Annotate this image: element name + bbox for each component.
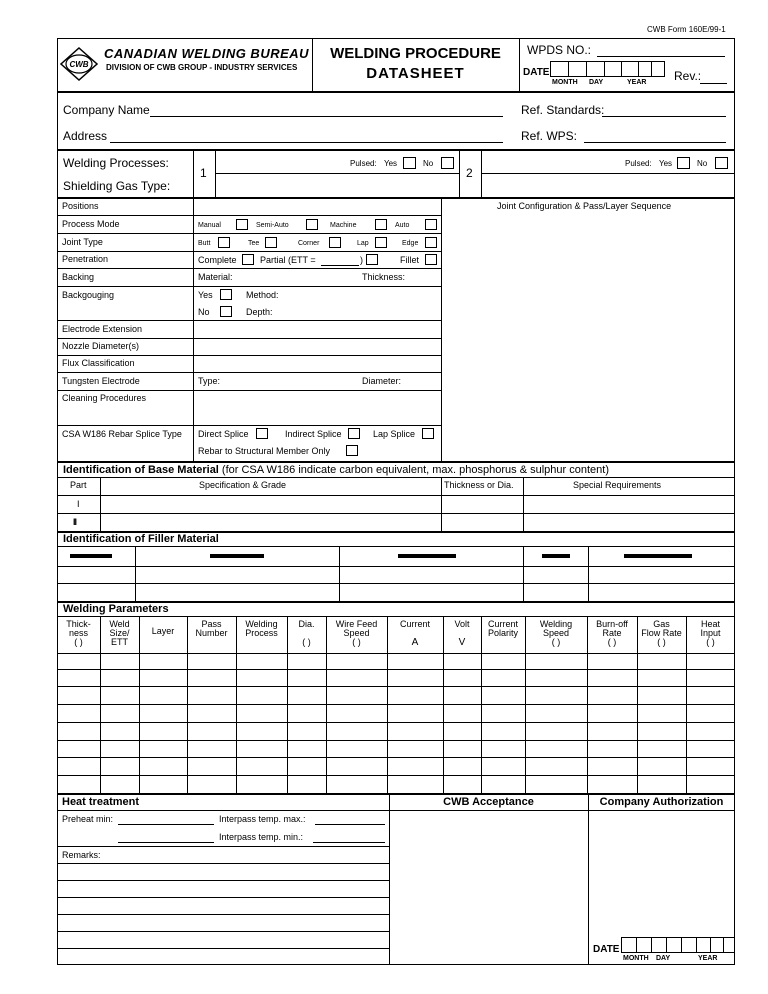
joint-configuration-label: Joint Configuration & Pass/Layer Sequence <box>497 201 672 211</box>
complete-checkbox[interactable] <box>242 254 254 265</box>
rev-label: Rev.: <box>674 69 702 83</box>
company-name-field[interactable] <box>150 116 503 117</box>
process-number-1: 1 <box>200 166 207 180</box>
tungsten-type-label: Type: <box>198 376 221 386</box>
base-material-title: Identification of Base Material (for CSA W186 indicate carbon equivalent, max. phosphorus & sulphur content) <box>63 464 609 476</box>
semi-auto-option: Semi-Auto <box>256 222 289 229</box>
wpds-no-label: WPDS NO.: <box>527 43 592 57</box>
footer-day-label: DAY <box>656 955 671 962</box>
wp-col-11-l1: Welding <box>539 619 573 629</box>
backing-material-label: Material: <box>198 272 233 282</box>
address-field[interactable] <box>110 142 503 143</box>
wp-col-7-l3: ( ) <box>352 637 361 647</box>
header-day-label: DAY <box>589 79 604 86</box>
semi-auto-checkbox[interactable] <box>306 219 318 230</box>
filler-header-bar-3 <box>398 554 456 558</box>
pulsed-no-2-checkbox[interactable] <box>715 157 728 169</box>
footer-date-label: DATE <box>593 944 620 955</box>
pulsed-yes-1: Yes <box>384 159 398 168</box>
wp-col-6-l3: ( ) <box>302 637 311 647</box>
partial-checkbox[interactable] <box>366 254 378 265</box>
preheat-min-field[interactable] <box>118 824 214 825</box>
wpds-no-field[interactable] <box>597 56 725 57</box>
manual-checkbox[interactable] <box>236 219 248 230</box>
base-col-part: Part <box>70 480 87 490</box>
cwb-acceptance-title: CWB Acceptance <box>443 796 534 808</box>
interpass-max-label: Interpass temp. max.: <box>219 814 306 824</box>
wp-col-11-l3: ( ) <box>551 637 561 647</box>
backgouging-no: No <box>198 307 210 317</box>
wp-col-8-l1: Current <box>399 619 430 629</box>
machine-checkbox[interactable] <box>375 219 387 230</box>
company-authorization-area[interactable] <box>589 811 734 936</box>
wp-col-8-l3: A <box>411 637 419 648</box>
form-title-line1: WELDING PROCEDURE <box>330 45 501 62</box>
indirect-splice-option: Indirect Splice <box>285 429 342 439</box>
form-title-line2: DATASHEET <box>366 65 465 82</box>
auto-option: Auto <box>395 222 410 229</box>
wp-col-7-l1: Wire Feed <box>335 619 378 629</box>
complete-option: Complete <box>198 255 237 265</box>
machine-option: Machine <box>330 222 357 229</box>
company-authorization-title: Company Authorization <box>599 796 724 808</box>
cleaning-procedures-label: Cleaning Procedures <box>62 393 147 403</box>
lap-splice-option: Lap Splice <box>373 429 416 439</box>
manual-option: Manual <box>198 222 221 229</box>
welding-parameters-title: Welding Parameters <box>63 603 169 615</box>
org-name: CANADIAN WELDING BUREAU <box>104 46 310 61</box>
wp-col-12-l3: ( ) <box>607 637 617 647</box>
address-label: Address <box>63 129 108 143</box>
flux-classification-label: Flux Classification <box>62 358 135 368</box>
wp-col-10-l2: Polarity <box>487 628 518 638</box>
filler-header-bar-4 <box>542 554 570 558</box>
lap-splice-checkbox[interactable] <box>422 428 434 439</box>
csa-rebar-splice-label: CSA W186 Rebar Splice Type <box>62 429 182 439</box>
positions-label: Positions <box>62 201 99 211</box>
org-subtitle: DIVISION OF CWB GROUP - INDUSTRY SERVICES <box>106 63 298 72</box>
wp-col-13-l1: Gas <box>653 619 670 629</box>
backgouging-method-label: Method: <box>246 290 279 300</box>
backing-thickness-label: Thickness: <box>362 272 406 282</box>
partial-option: Partial (ETT = <box>260 255 316 265</box>
indirect-splice-checkbox[interactable] <box>348 428 360 439</box>
wp-col-5-l1: Welding <box>245 619 278 629</box>
auto-checkbox[interactable] <box>425 219 437 230</box>
tee-option: Tee <box>248 240 260 247</box>
wp-col-12-l2: Rate <box>602 628 622 638</box>
cwb-acceptance-area[interactable] <box>390 811 587 964</box>
electrode-extension-label: Electrode Extension <box>62 324 143 334</box>
footer-year-label: YEAR <box>698 955 718 962</box>
backgouging-yes: Yes <box>198 290 213 300</box>
wp-col-9-l3: V <box>458 637 466 648</box>
footer-month-label: MONTH <box>623 955 649 962</box>
rebar-structural-checkbox[interactable] <box>346 445 358 456</box>
edge-option: Edge <box>402 240 419 247</box>
edge-checkbox[interactable] <box>425 237 437 248</box>
direct-splice-checkbox[interactable] <box>256 428 268 439</box>
pulsed-label-2: Pulsed: <box>625 159 652 168</box>
backing-label: Backing <box>62 272 95 282</box>
wp-col-4-l1: Pass <box>201 619 222 629</box>
process-number-2: 2 <box>466 166 473 180</box>
backgouging-no-checkbox[interactable] <box>220 306 232 317</box>
base-part-ii: II <box>73 517 77 527</box>
wp-col-1-l3: ( ) <box>74 637 83 647</box>
ref-standards-label: Ref. Standards: <box>521 103 605 117</box>
preheat-min-label: Preheat min: <box>62 814 114 824</box>
fillet-option: Fillet <box>400 255 420 265</box>
ref-standards-field[interactable] <box>602 116 726 117</box>
tee-checkbox[interactable] <box>265 237 277 248</box>
wp-col-7-l2: Speed <box>343 628 370 638</box>
base-col-special: Special Requirements <box>573 480 662 490</box>
wp-col-14-l1: Heat <box>700 619 720 629</box>
wp-col-2-l3: ETT <box>111 637 128 647</box>
preheat-extra-field[interactable] <box>118 842 214 843</box>
interpass-min-label: Interpass temp. min.: <box>219 832 304 842</box>
direct-splice-option: Direct Splice <box>198 429 249 439</box>
pulsed-label-1: Pulsed: <box>350 159 377 168</box>
backgouging-yes-checkbox[interactable] <box>220 289 232 300</box>
rev-field[interactable] <box>700 83 727 84</box>
ref-wps-field[interactable] <box>584 142 726 143</box>
base-col-thickness: Thickness or Dia. <box>444 480 514 490</box>
tungsten-diameter-label: Diameter: <box>362 376 402 386</box>
backgouging-depth-label: Depth: <box>246 307 273 317</box>
svg-text:CWB: CWB <box>69 60 89 69</box>
wp-col-13-l2: Flow Rate <box>641 628 682 638</box>
wp-col-2-l2: Size/ <box>109 628 130 638</box>
wp-col-11-l2: Speed <box>542 628 570 638</box>
process-mode-label: Process Mode <box>62 219 120 229</box>
footer-date-boxes[interactable] <box>621 937 735 953</box>
base-col-spec: Specification & Grade <box>199 480 287 490</box>
company-name-label: Company Name <box>63 103 150 117</box>
interpass-min-field[interactable] <box>313 842 385 843</box>
butt-checkbox[interactable] <box>218 237 230 248</box>
wp-col-13-l3: ( ) <box>657 637 666 647</box>
wp-col-10-l1: Current <box>487 619 518 629</box>
pulsed-no-1-checkbox[interactable] <box>441 157 454 169</box>
base-part-i: I <box>77 499 80 509</box>
corner-option: Corner <box>298 240 320 247</box>
pulsed-yes-2-checkbox[interactable] <box>677 157 690 169</box>
nozzle-diameter-label: Nozzle Diameter(s) <box>62 341 140 351</box>
ref-wps-label: Ref. WPS: <box>521 129 578 143</box>
penetration-label: Penetration <box>62 254 109 264</box>
lap-checkbox[interactable] <box>375 237 387 248</box>
wp-col-1-l2: ness <box>68 628 88 638</box>
pulsed-no-1: No <box>423 159 434 168</box>
header-year-label: YEAR <box>627 79 647 86</box>
filler-header-bar-2 <box>210 554 264 558</box>
filler-header-bar-1 <box>70 554 112 558</box>
butt-option: Butt <box>198 240 211 247</box>
header-month-label: MONTH <box>552 79 578 86</box>
backgouging-label: Backgouging <box>62 290 115 300</box>
cwb-logo-icon <box>60 47 98 81</box>
remarks-label: Remarks: <box>62 850 101 860</box>
partial-close-paren: ) <box>360 255 363 265</box>
wp-col-14-l2: Input <box>700 628 721 638</box>
heat-treatment-title: Heat treatment <box>62 796 140 808</box>
wp-col-6-l1: Dia. <box>298 619 315 629</box>
wp-col-9-l1: Volt <box>454 619 470 629</box>
pulsed-yes-1-checkbox[interactable] <box>403 157 416 169</box>
joint-type-label: Joint Type <box>62 237 103 247</box>
pulsed-yes-2: Yes <box>659 159 673 168</box>
form-code: CWB Form 160E/99-1 <box>647 25 726 34</box>
partial-ett-field[interactable] <box>321 265 359 266</box>
header-date-label: DATE <box>523 67 550 78</box>
joint-configuration-area[interactable] <box>442 214 734 461</box>
corner-checkbox[interactable] <box>329 237 341 248</box>
wp-col-1-l1: Thick- <box>66 619 91 629</box>
pulsed-no-2: No <box>697 159 708 168</box>
shielding-gas-label: Shielding Gas Type: <box>63 179 171 193</box>
wp-col-12-l1: Burn-off <box>596 619 628 629</box>
wp-col-2-l1: Weld <box>109 619 130 629</box>
filler-material-title: Identification of Filler Material <box>63 533 219 545</box>
fillet-checkbox[interactable] <box>425 254 437 265</box>
filler-header-bar-5 <box>624 554 692 558</box>
welding-processes-label: Welding Processes: <box>63 156 169 170</box>
rebar-structural-option: Rebar to Structural Member Only <box>198 446 331 456</box>
wp-col-4-l2: Number <box>195 628 228 638</box>
interpass-max-field[interactable] <box>315 824 385 825</box>
wp-col-5-l2: Process <box>245 628 278 638</box>
lap-option: Lap <box>357 240 369 247</box>
wp-col-3-l1: Layer <box>151 626 175 636</box>
tungsten-electrode-label: Tungsten Electrode <box>62 376 140 386</box>
wp-col-14-l3: ( ) <box>706 637 715 647</box>
